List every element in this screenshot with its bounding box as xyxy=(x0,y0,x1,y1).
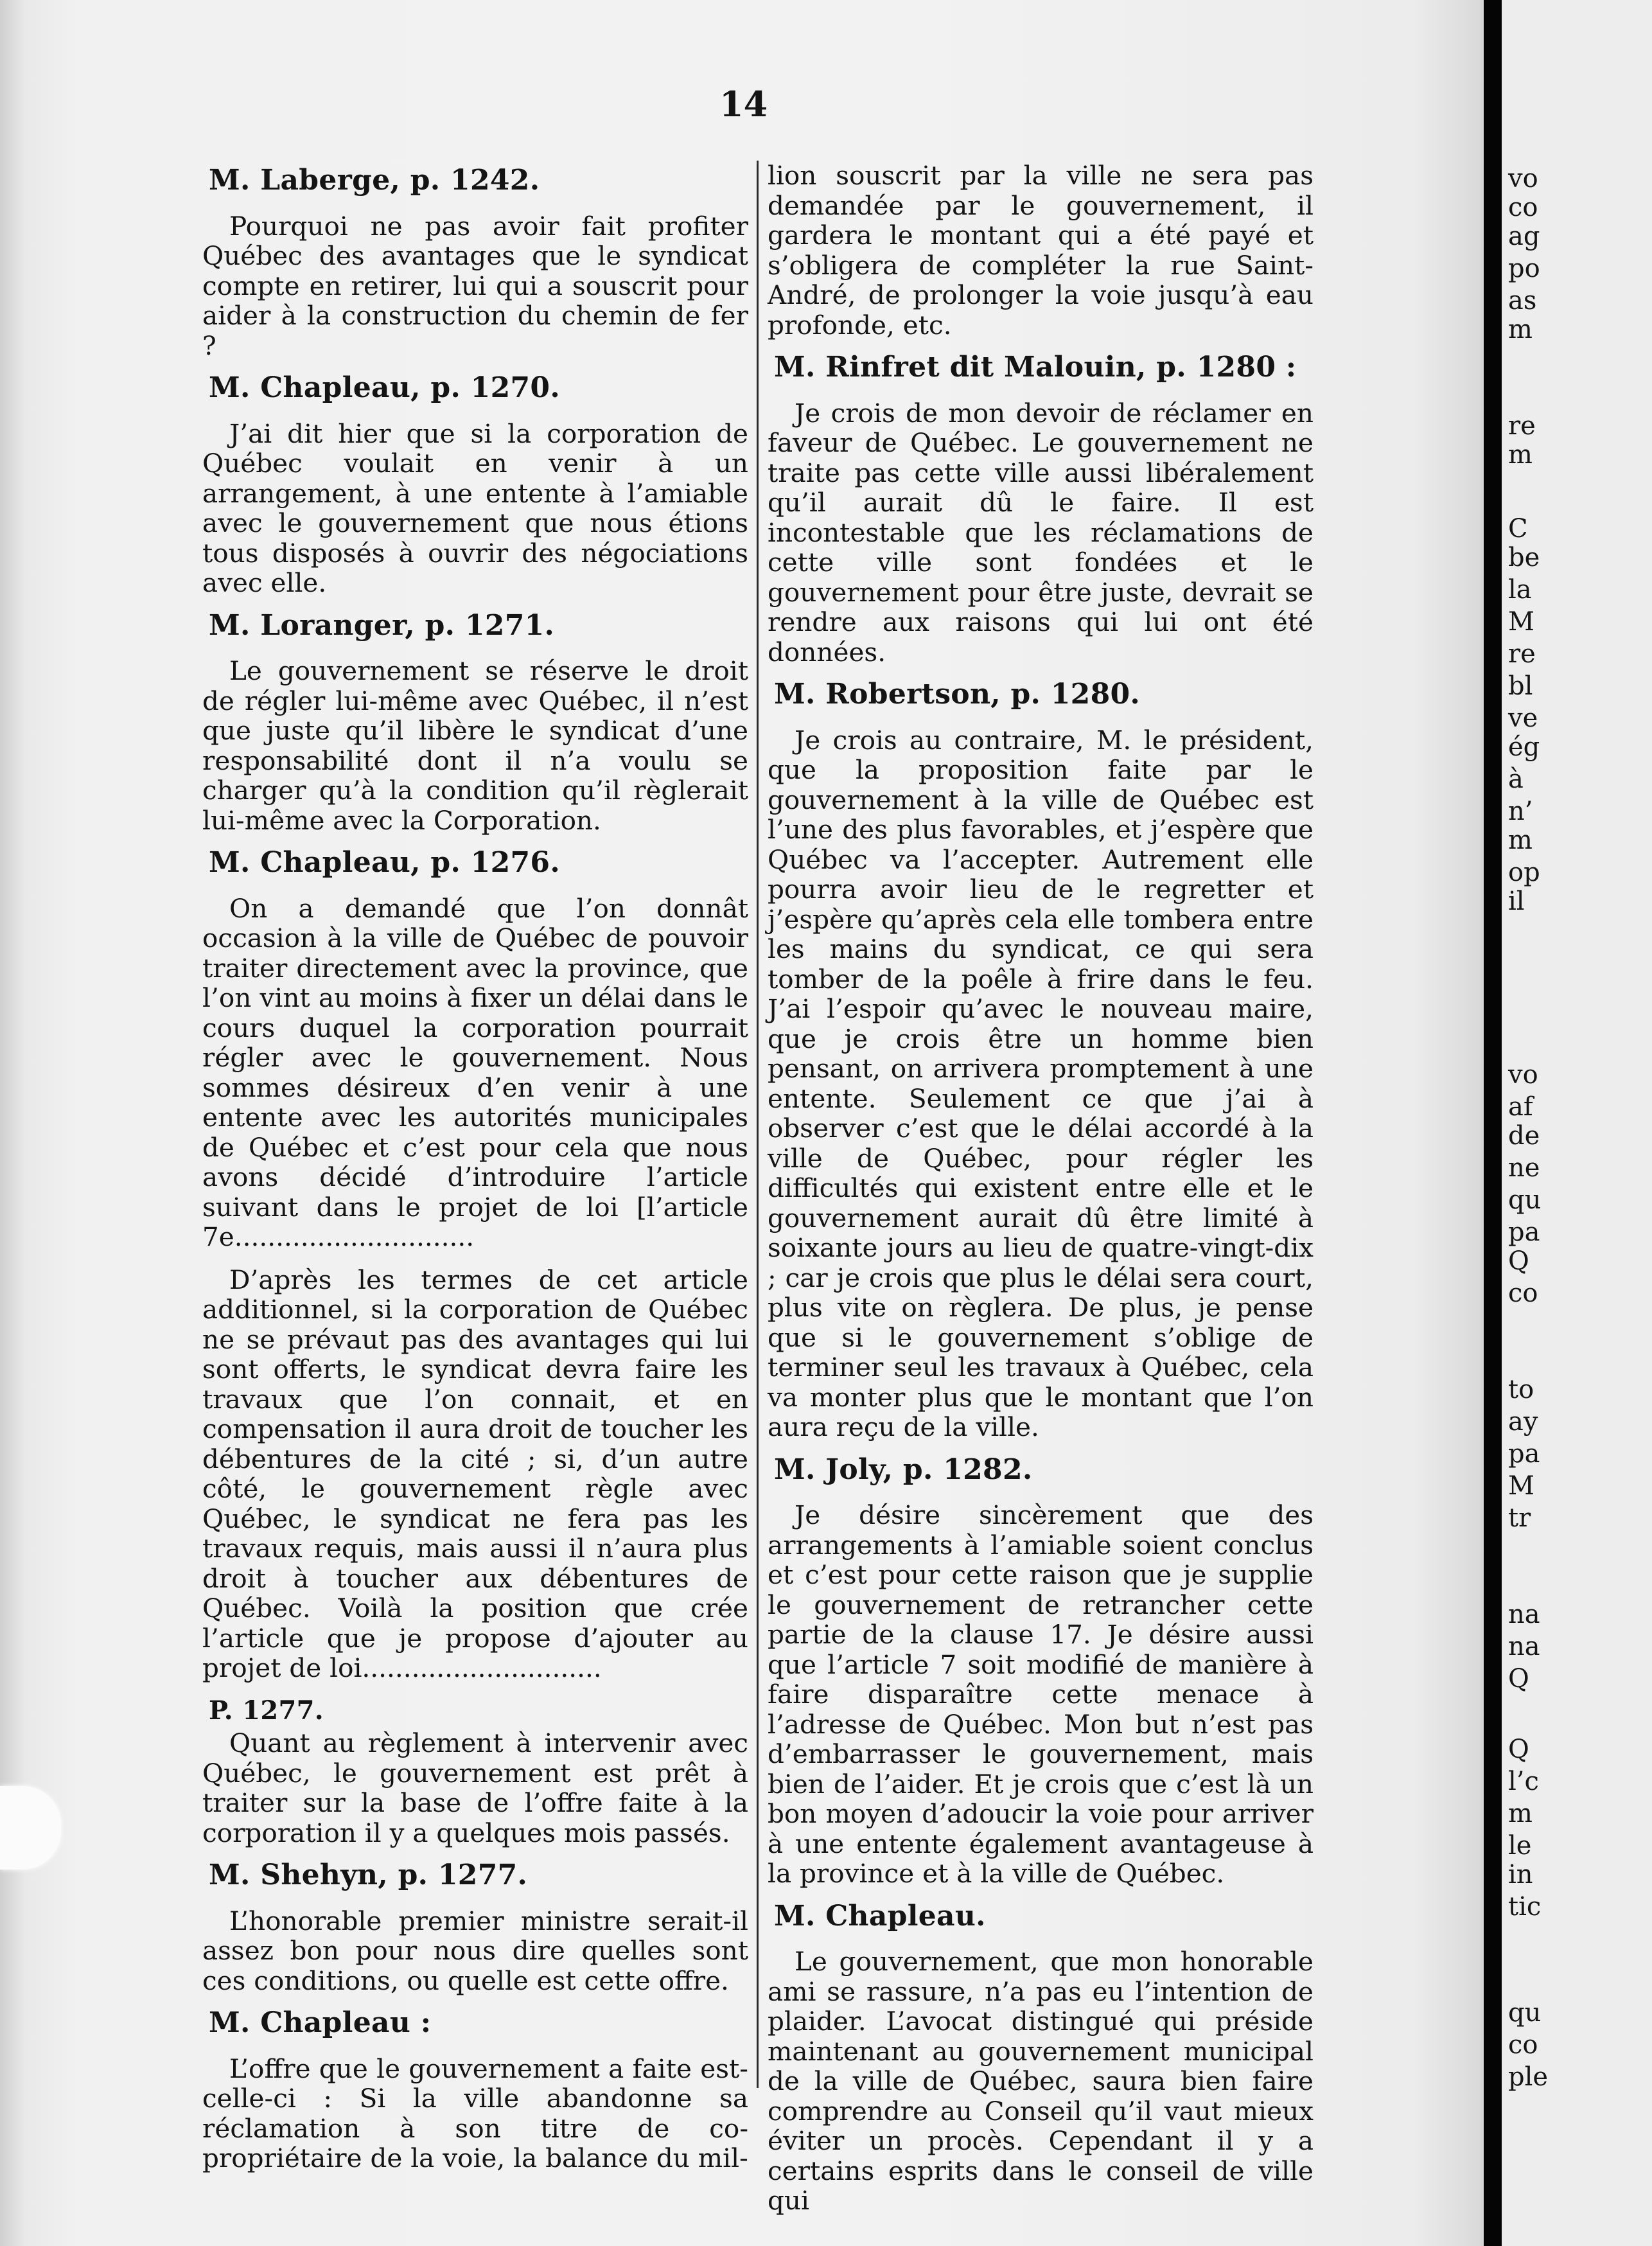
next-page-text-fragment: à xyxy=(1508,765,1524,794)
speech-paragraph: Le gouvernement se réserve le droit de régler lui-même avec Québec, il n’est que juste qu’il libère le syndicat d’une responsabilité dont il n’a voulu se charger qu’à la condition qu’il règlerait lui-même avec la Corporation. xyxy=(202,655,748,836)
next-page-text-fragment: vo xyxy=(1508,164,1538,193)
next-page-text-fragment: ve xyxy=(1508,703,1538,733)
next-page-text-fragment: m xyxy=(1508,826,1533,855)
speaker-heading: M. Chapleau, p. 1276. xyxy=(209,846,560,879)
next-page-text-fragment: de xyxy=(1508,1121,1540,1151)
next-page-text-fragment: co xyxy=(1508,2030,1538,2060)
next-page-text-fragment: n’ xyxy=(1508,797,1533,826)
next-page-text-fragment: pa xyxy=(1508,1439,1540,1469)
speaker-heading: M. Chapleau, p. 1270. xyxy=(209,371,560,404)
paper-damage-spot xyxy=(0,1786,61,1870)
next-page-text-fragment: Q xyxy=(1508,1246,1529,1276)
next-page-text-fragment: ple xyxy=(1508,2062,1549,2092)
speech-paragraph: Quant au règlement à intervenir avec Québec, le gouvernement est prêt à traiter sur la base de l’offre faite à la corporation il y a quelques mois passés. xyxy=(202,1728,748,1848)
next-page-text-fragment: ag xyxy=(1508,222,1540,251)
speaker-heading: M. Rinfret dit Malouin, p. 1280 : xyxy=(774,351,1297,384)
next-page-edge xyxy=(1502,0,1652,2246)
next-page-text-fragment: Q xyxy=(1508,1664,1529,1693)
next-page-text-fragment: il xyxy=(1508,887,1525,916)
next-page-text-fragment: to xyxy=(1508,1375,1534,1404)
next-page-text-fragment: ne xyxy=(1508,1153,1540,1183)
next-page-text-fragment: as xyxy=(1508,286,1537,315)
speech-paragraph: L’offre que le gouvernement a faite est-celle-ci : Si la ville abandonne sa réclamation à son titre de co-propriétaire de la voie, la balance du mil- xyxy=(202,2053,748,2173)
next-page-text-fragment: m xyxy=(1508,440,1533,470)
next-page-text-fragment: re xyxy=(1508,639,1536,669)
speaker-heading: M. Chapleau : xyxy=(209,2006,432,2039)
next-page-text-fragment: pa xyxy=(1508,1217,1540,1247)
speech-paragraph: J’ai dit hier que si la corporation de Québec voulait en venir à un arrangement, à une entente à l’amiable avec le gouvernement que nous étions tous disposés à ouvrir des négociations avec elle. xyxy=(202,418,748,598)
speech-paragraph: Le gouvernement, que mon honorable ami se rassure, n’a pas eu l’intention de plaider. L’avocat distingué qui préside maintenant au gouvernement municipal de la ville de Québec, saura bien faire comprendre au Conseil qu’il vaut mieux éviter un procès. Cependant il y a certains esprits dans le conseil de ville qui xyxy=(768,1946,1314,2216)
next-page-text-fragment: na xyxy=(1508,1600,1540,1629)
book-gutter xyxy=(1484,0,1502,2246)
speaker-heading: M. Loranger, p. 1271. xyxy=(209,608,555,642)
next-page-text-fragment: M xyxy=(1508,1471,1534,1501)
next-page-text-fragment: af xyxy=(1508,1092,1533,1122)
speech-paragraph: Pourquoi ne pas avoir fait profiter Québec des avantages que le syndicat compte en retirer, lui qui a souscrit pour aider à la construction du chemin de fer ? xyxy=(202,210,748,361)
next-page-text-fragment: tr xyxy=(1508,1503,1531,1533)
next-page-text-fragment: l’c xyxy=(1508,1767,1539,1796)
column-rule xyxy=(757,161,759,2088)
speech-paragraph: Je désire sincèrement que des arrangements à l’amiable soient conclus et c’est pour cette raison que je supplie le gouvernement de retrancher cette partie de la clause 17. Je désire aussi que l’article 7 soit modifié de manière à faire disparaître cette menace à l’adresse de Québec. Mon but n’est pas d’embarrasser le gouvernement, mais bien de l’aider. Et je crois que c’est là un bon moyen d’adoucir la voie pour arriver à une entente également avantageuse à la province et à la ville de Québec. xyxy=(768,1499,1314,1889)
right-column xyxy=(768,161,1314,2229)
next-page-text-fragment: tic xyxy=(1508,1892,1542,1922)
next-page-text-fragment: M xyxy=(1508,607,1534,637)
next-page-text-fragment: ay xyxy=(1508,1407,1538,1437)
next-page-text-fragment: m xyxy=(1508,315,1533,344)
next-page-text-fragment: in xyxy=(1508,1860,1533,1889)
next-page-text-fragment: la xyxy=(1508,575,1532,605)
next-page-text-fragment: qu xyxy=(1508,1998,1542,2028)
speaker-heading: M. Chapleau. xyxy=(774,1899,986,1932)
next-page-text-fragment: le xyxy=(1508,1831,1532,1861)
next-page-text-fragment: C xyxy=(1508,514,1528,544)
speech-paragraph: Je crois au contraire, M. le président, que la proposition faite par le gouvernement à la ville de Québec est l’une des plus favorables, et j’espère que Québec va l’accepter. Autrement elle pourra avoir lieu de le regretter et j’espère qu’après cela elle tombera entre les mains du syndicat, ce qui sera tomber de la poêle à frire dans le feu. J’ai l’espoir qu’avec le nouveau maire, que je crois être un homme bien pensant, on arrivera promptement à une entente. Seulement ce que j’ai à observer c’est que le délai accordé à la ville de Québec, pour régler les difficultés qui existent entre elle et le gouvernement aurait dû être limité à soixante jours au lieu de quatre-vingt-dix ; car je crois que plus le délai sera court, plus vite on règlera. De plus, je pense que si le gouvernement s’oblige de terminer seul les travaux à Québec, cela va monter plus que le montant que l’on aura reçu de la ville. xyxy=(768,724,1314,1442)
next-page-text-fragment: po xyxy=(1508,254,1540,283)
speaker-heading: M. Shehyn, p. 1277. xyxy=(209,1859,528,1891)
next-page-text-fragment: co xyxy=(1508,1278,1538,1308)
next-page-text-fragment: qu xyxy=(1508,1185,1542,1215)
next-page-text-fragment: op xyxy=(1508,858,1540,887)
speech-paragraph: lion souscrit par la ville ne sera pas demandée par le gouvernement, il gardera le montant qui a été payé et s’obligera de compléter la rue Saint-André, de prolonger la voie jusqu’à eau profonde, etc. xyxy=(768,160,1314,340)
speech-paragraph: On a demandé que l’on donnât occasion à la ville de Québec de pouvoir traiter directement avec la province, que l’on vint au moins à fixer un délai dans le cours duquel la corporation pourrait régler avec le gouvernement. Nous sommes désireux d’en venir à une entente avec les autorités municipales de Québec et c’est pour cela que nous avons décidé d’introduire l’article suivant dans le projet de loi [l’article 7e............................. xyxy=(202,892,748,1252)
next-page-text-fragment: Q xyxy=(1508,1735,1529,1764)
speech-paragraph: L’honorable premier ministre serait-il assez bon pour nous dire quelles sont ces conditions, ou quelle est cette offre. xyxy=(202,1905,748,1996)
next-page-text-fragment: m xyxy=(1508,1799,1533,1828)
page-reference: P. 1277. xyxy=(209,1695,324,1726)
next-page-text-fragment: bl xyxy=(1508,671,1533,701)
next-page-text-fragment: ég xyxy=(1508,732,1540,762)
left-column xyxy=(202,161,748,2186)
speech-paragraph: Je crois de mon devoir de réclamer en faveur de Québec. Le gouvernement ne traite pas cette ville aussi libéralement qu’il aurait dû le faire. Il est incontestable que les réclamations de cette ville sont fondées et le gouvernement pour être juste, devrait se rendre aux raisons qui lui ont été données. xyxy=(768,397,1314,668)
speaker-heading: M. Joly, p. 1282. xyxy=(774,1453,1033,1486)
next-page-text-fragment: be xyxy=(1508,543,1540,572)
next-page-text-fragment: vo xyxy=(1508,1060,1538,1090)
next-page-text-fragment: na xyxy=(1508,1632,1540,1661)
page-number: 14 xyxy=(719,84,768,125)
speech-paragraph: D’après les termes de cet article additionnel, si la corporation de Québec ne se prévaut pas des avantages qui lui sont offerts, le syndicat devra faire les travaux que l’on connait, et en compensation il aura droit de toucher les débentures de la cité ; si, d’un autre côté, le gouvernement règle avec Québec, le syndicat ne fera pas les travaux requis, mais aussi il n’aura plus droit à toucher aux débentures de Québec. Voilà la position que crée l’article que je propose d’ajouter au projet de loi............................. xyxy=(202,1264,748,1683)
speaker-heading: M. Robertson, p. 1280. xyxy=(774,678,1141,711)
next-page-text-fragment: re xyxy=(1508,411,1536,441)
speaker-heading: M. Laberge, p. 1242. xyxy=(209,164,540,197)
next-page-text-fragment: co xyxy=(1508,193,1538,222)
